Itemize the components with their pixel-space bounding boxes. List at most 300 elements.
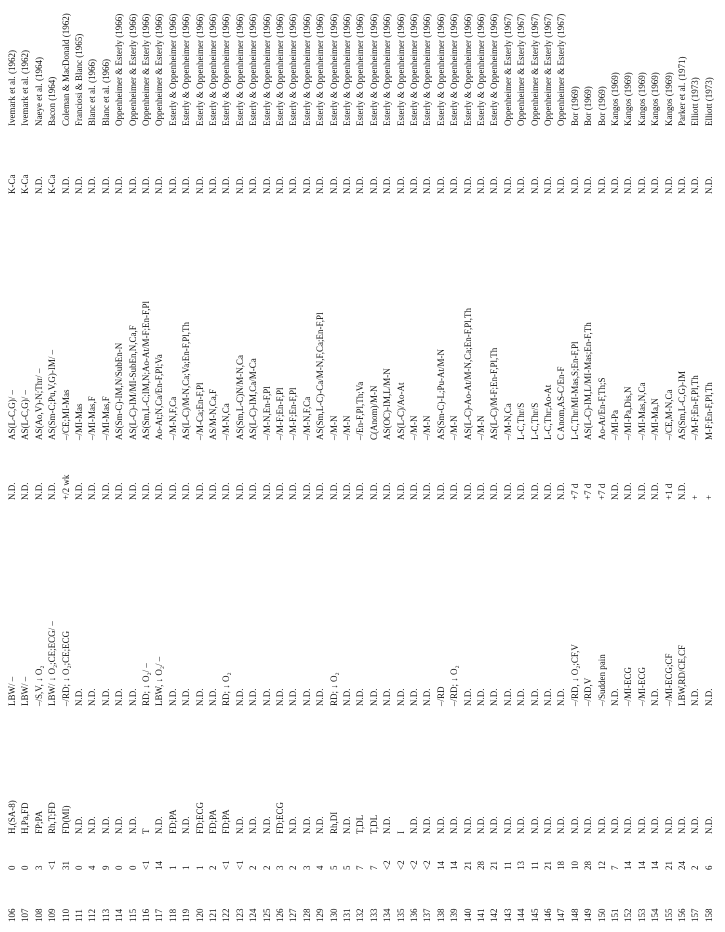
cell-time: N.D. [141,482,151,500]
cell-pre: N.D. [422,688,433,706]
cell-sym: N.D. [677,816,687,834]
cell-ref: Esterly & Oppenheimer (1966) [275,13,285,126]
cell-sym: N.D. [489,816,500,834]
cell-sym: FD;ECG [275,801,285,834]
table-row [448,0,461,932]
cell-sym: N.D. [301,816,312,834]
table-row [46,0,59,932]
cell-time: N.D. [502,482,513,500]
cell-time: N.D. [556,482,567,500]
cell-sym: I [395,831,406,834]
cell-n: 2 [248,865,259,870]
cell-ref: Esterly & Oppenheimer (1966) [382,13,393,126]
cell-pre: N.D. [194,688,205,706]
cell-res: N.D. [208,176,218,194]
cell-post: AS(Sm-C)-L;Pu-At/M-N [435,348,446,440]
table-row [542,0,555,932]
table-row [274,0,287,932]
cell-post: –/M-N,F,Ca [301,396,312,440]
cell-time: +7 d [583,483,594,500]
cell-n: 2 [261,865,272,870]
cell-ref: Ivemark et al. (1962) [7,50,17,126]
cell-post: AS(Sm,L-C,G)-IM [677,371,687,440]
table-row [100,0,113,932]
cell-n: 3 [275,865,285,870]
cell-ref: Esterly & Oppenheimer (1966) [449,13,460,126]
cell-ref: Coleman & MacDonald (1962) [60,13,71,126]
cell-ref: Esterly & Oppenheimer (1966) [194,13,205,126]
cell-ref: Oppenheimer & Esterly (1967) [556,13,567,126]
cell-id: 111 [74,909,84,922]
table-row [328,0,341,932]
cell-post: AS(Sm,L-C)N/M-N,Ca [234,355,245,440]
cell-pre: N.D. [301,688,312,706]
table-row [569,0,582,932]
cell-ref: Elliott (1973) [690,77,701,126]
cell-n: 31 [60,861,71,870]
cell-time: N.D. [20,482,31,500]
table-row [582,0,595,932]
cell-pre: N.D. [476,688,486,706]
cell-res: N.D. [74,176,84,194]
cell-post: –/M-N,Ca [502,403,513,440]
cell-pre: –/MI-ECG [636,667,647,706]
cell-id: 120 [194,908,205,922]
cell-post: AS(Sm-C)-IM,N/SubEn-N [114,342,125,440]
cell-id: 153 [636,908,647,922]
cell-n: 0 [20,865,31,870]
cell-n: 21 [462,861,473,870]
cell-res: N.D. [248,176,259,194]
cell-sym: N.D. [315,816,326,834]
cell-id: 130 [328,908,339,922]
cell-time: N.D. [342,482,352,500]
cell-pre: N.D. [181,688,192,706]
cell-post: Ao-At;N,Ca/En-F,Pl;Va [154,354,165,440]
cell-time: N.D. [395,482,406,500]
cell-time: N.D. [154,482,165,500]
cell-sym: N.D. [382,816,393,834]
cell-post: L-C,Thr/MI-Mas,S;En-F,Pl [569,341,580,440]
cell-id: 131 [342,908,352,922]
cell-res: N.D. [596,176,607,194]
cell-time: N.D. [100,482,111,500]
cell-ref: Esterly & Oppenheimer (1966) [301,13,312,126]
cell-post: –/MI-Mas,F [100,396,111,440]
cell-id: 138 [435,908,446,922]
cell-n: 12 [596,861,607,870]
cell-ref: Bor (1969) [583,86,594,126]
cell-sym: Rh,T;FD [47,802,58,834]
cell-ref: Esterly & Oppenheimer (1966) [355,13,366,126]
cell-n: 0 [7,865,17,870]
cell-id: 137 [422,908,433,922]
cell-sym: N.D. [543,816,553,834]
cell-pre: –/MI-ECG [623,667,634,706]
cell-res: N.D. [368,176,379,194]
cell-post: –/M-N [409,415,419,440]
cell-pre: N.D. [382,688,393,706]
cell-res: N.D. [583,176,594,194]
cell-n: 11 [529,861,540,870]
cell-ref: Esterly & Oppenheimer (1966) [435,13,446,126]
cell-pre: N.D. [288,688,299,706]
table-row [354,0,367,932]
cell-pre: N.D. [462,688,473,706]
cell-post: C(Anom)/M-N [368,385,379,440]
cell-ref: Esterly & Oppenheimer (1966) [328,13,339,126]
cell-post: AS(L-C)/Ao-At [395,382,406,440]
cell-sym: N.D. [596,816,607,834]
cell-n: 1 [167,865,178,870]
cell-res: N.D. [114,176,125,194]
cell-id: 127 [288,908,299,922]
cell-pre: N.D. [127,688,138,706]
cell-n: <2 [409,860,419,870]
cell-n: 0 [114,865,125,870]
cell-pre: N.D. [516,688,527,706]
cell-id: 123 [234,908,245,922]
cell-post: AS(L-C)/M-F;En-F,Pl,Th [489,347,500,440]
cell-pre: N.D. [167,688,178,706]
cell-post: –/M-N [449,415,460,440]
cell-id: 158 [703,908,714,922]
cell-ref: Oppenheimer & Esterly (1966) [127,13,138,126]
cell-sym: N.D. [100,816,111,834]
cell-pre: N.D. [208,688,218,706]
table-row [368,0,381,932]
cell-post: –/CE;MI-Mas [60,389,71,440]
cell-id: 156 [677,908,687,922]
table-row [127,0,140,932]
table-row [19,0,32,932]
cell-pre: –/RD [435,686,446,706]
cell-n: 13 [516,861,527,870]
cell-id: 145 [529,908,540,922]
cell-time: N.D. [261,482,272,500]
cell-pre: N.D. [315,688,326,706]
cell-res: N.D. [355,176,366,194]
cell-pre: LBW/ – [20,676,31,706]
cell-ref: Parker et al. (1971) [677,56,687,126]
cell-sym: N.D. [127,816,138,834]
cell-time: +7 d [596,483,607,500]
cell-pre: N.D. [355,688,366,706]
cell-res: N.D. [100,176,111,194]
table-row [234,0,247,932]
cell-time: N.D. [7,482,17,500]
cell-ref: Esterly & Oppenheimer (1966) [395,13,406,126]
table-row [515,0,528,932]
cell-pre: N.D. [74,688,84,706]
cell-n: <2 [395,860,406,870]
cell-id: 106 [7,908,17,922]
cell-ref: Esterly & Oppenheimer (1966) [342,13,352,126]
cell-id: 135 [395,908,406,922]
cell-res: N.D. [462,176,473,194]
cell-res: N.D. [489,176,500,194]
cell-id: 124 [248,908,259,922]
table-row [502,0,515,932]
cell-id: 121 [208,908,218,922]
cell-sym: N.D. [288,816,299,834]
cell-sym: H,Pa,FD [20,802,31,834]
cell-time: +1 d [663,483,674,500]
cell-sym: N.D. [623,816,634,834]
cell-n: 1 [194,865,205,870]
table-row [462,0,475,932]
cell-res: N.D. [636,176,647,194]
cell-time: N.D. [489,482,500,500]
cell-time: N.D. [476,482,486,500]
cell-id: 148 [569,908,580,922]
cell-sym: T,DL [368,814,379,834]
cell-time: N.D. [47,482,58,500]
cell-id: 117 [154,908,165,922]
cell-time: N.D. [435,482,446,500]
cell-sym: N.D. [261,816,272,834]
table-row [73,0,86,932]
cell-sym: FD(MI) [60,805,71,834]
cell-ref: Esterly & Oppenheimer (1966) [315,13,326,126]
table-row [395,0,408,932]
cell-sym: N.D. [154,816,165,834]
cell-time: N.D. [221,482,232,500]
cell-time: + [703,494,714,500]
table-row [6,0,19,932]
cell-res: N.D. [315,176,326,194]
table-row [153,0,166,932]
cell-id: 118 [167,908,178,922]
cell-n: 0 [127,865,138,870]
cell-pre: N.D. [556,688,567,706]
table-row [636,0,649,932]
cell-id: 134 [382,908,393,922]
cell-time: N.D. [315,482,326,500]
cell-pre: N.D. [342,688,352,706]
cell-post: –/M-N,F,Ca [167,396,178,440]
table-row [609,0,622,932]
cell-res: N.D. [529,176,540,194]
cell-res: N.D. [422,176,433,194]
cell-res: N.D. [234,176,245,194]
cell-post: L-C,Thr/S [529,402,540,440]
cell-res: N.D. [610,176,620,194]
table-row [475,0,488,932]
cell-time: N.D. [167,482,178,500]
cell-id: 152 [623,908,634,922]
cell-ref: Bor (1969) [596,86,607,126]
cell-n: 21 [543,861,553,870]
cell-sym: FD;PA [208,809,218,834]
cell-n: 5 [342,865,352,870]
cell-sym: N.D. [342,816,352,834]
cell-pre: N.D. [502,688,513,706]
cell-id: 133 [368,908,379,922]
cell-sym: N.D. [703,816,714,834]
cell-ref: Oppenheimer & Esterly (1966) [141,13,151,126]
cell-post: –/MI-Mas [74,403,84,440]
cell-n: 14 [435,861,446,870]
cell-post: AS(L-C,G)/ – [20,390,31,440]
cell-pre: N.D. [489,688,500,706]
cell-post: –/En-F,Pl,Th;Va [355,381,366,440]
cell-sym: N.D. [569,816,580,834]
cell-post: –/M-Ca;En-F,Pl [194,382,205,440]
cell-res: N.D. [127,176,138,194]
cell-time: N.D. [87,482,98,500]
cell-ref: Ivemark et al. (1962) [20,50,31,126]
cell-n: 5 [328,865,339,870]
cell-id: 110 [60,908,71,922]
cell-id: 115 [127,908,138,922]
cell-time: N.D. [623,482,634,500]
cell-sym: N.D. [583,816,594,834]
cell-id: 113 [100,908,111,922]
cell-ref: Esterly & Oppenheimer (1966) [422,13,433,126]
cell-n: 7 [368,865,379,870]
cell-post: AS/M-N,Ca,F [208,388,218,440]
cell-pre: –/RD,V [583,677,594,706]
cell-time: N.D. [275,482,285,500]
cell-id: 157 [690,908,701,922]
cell-time: N.D. [462,482,473,500]
cell-sym: T [141,828,151,834]
cell-n: 3 [301,865,312,870]
cell-id: 119 [181,908,192,922]
cell-sym: N.D. [87,816,98,834]
cell-sym: FD;PA [167,809,178,834]
cell-id: 128 [301,908,312,922]
cell-ref: Kangos (1969) [636,72,647,126]
cell-pre: RD; ↓ O₂/ – [141,663,151,706]
table-row [622,0,635,932]
cell-time: +/2 wk [60,474,71,500]
cell-post: AS(Ao,V)-N;Thr/ – [33,368,44,440]
cell-n: <1 [234,860,245,870]
cell-id: 142 [489,908,500,922]
cell-sym: FD;ECG [194,801,205,834]
table-row [596,0,609,932]
cell-sym: H,(SA-8) [7,800,17,834]
cell-res: N.D. [288,176,299,194]
cell-id: 141 [476,908,486,922]
cell-time: N.D. [409,482,419,500]
cell-ref: Bor (1969) [569,86,580,126]
cell-time: N.D. [181,482,192,500]
table-row [113,0,126,932]
cell-pre: N.D. [610,688,620,706]
cell-post: Ao-At/En-F,Th;S [596,377,607,440]
cell-ref: Esterly & Oppenheimer (1966) [208,13,218,126]
table-row [341,0,354,932]
cell-res: N.D. [261,176,272,194]
cell-ref: Esterly & Oppenheimer (1966) [248,13,259,126]
cell-res: N.D. [690,176,701,194]
table-row [33,0,46,932]
cell-ref: Esterly & Oppenheimer (1966) [462,13,473,126]
cell-ref: Esterly & Oppenheimer (1966) [409,13,419,126]
cell-n: 3 [33,865,44,870]
cell-n: 21 [663,861,674,870]
cell-pre: N.D. [395,688,406,706]
cell-res: N.D. [516,176,527,194]
cell-pre: LBW, ↓ O₂/ – [154,656,165,706]
table-row [676,0,689,932]
cell-post: –/M-N [476,415,486,440]
cell-n: 4 [87,865,98,870]
table-row [689,0,702,932]
cell-res: N.D. [435,176,446,194]
cell-id: 147 [556,908,567,922]
cell-pre: LBW/ – [7,676,17,706]
cell-n: 7 [355,865,366,870]
cell-id: 107 [20,908,31,922]
cell-time: N.D. [382,482,393,500]
cell-ref: Oppenheimer & Esterly (1967) [529,13,540,126]
cell-res: K-Ca [7,174,17,194]
cell-time: N.D. [194,482,205,500]
cell-res: N.D. [141,176,151,194]
cell-sym: N.D. [516,816,527,834]
table-row [86,0,99,932]
cell-ref: Esterly & Oppenheimer (1966) [167,13,178,126]
cell-pre: RD; ↓ O₂ [221,672,232,706]
table-row [649,0,662,932]
cell-n: 14 [154,861,165,870]
cell-ref: Kangos (1969) [623,72,634,126]
cell-id: 146 [543,908,553,922]
cell-id: 154 [650,908,661,922]
cell-post: –/MI-Ma,N [650,398,661,440]
cell-res: N.D. [181,176,192,194]
cell-sym: N.D. [650,816,661,834]
cell-post: M-F;En-F,Pl,Th [703,382,714,440]
cell-res: N.D. [275,176,285,194]
cell-time: +7 d [569,483,580,500]
cell-n: 21 [489,861,500,870]
cell-res: N.D. [703,176,714,194]
cell-pre: N.D. [275,688,285,706]
cell-ref: Oppenheimer & Esterly (1967) [516,13,527,126]
cell-n: 14 [623,861,634,870]
cell-res: N.D. [569,176,580,194]
cell-post: AS(L-C)/M-N,Ca;Va;En-F,Pl,Th [181,321,192,440]
cell-id: 129 [315,908,326,922]
cell-id: 122 [221,908,232,922]
cell-res: N.D. [409,176,419,194]
cell-id: 125 [261,908,272,922]
table-row [261,0,274,932]
cell-n: <1 [47,860,58,870]
cell-sym: N.D. [409,816,419,834]
cell-id: 132 [355,908,366,922]
cell-n: 18 [556,861,567,870]
cell-pre: N.D. [543,688,553,706]
cell-time: N.D. [368,482,379,500]
cell-pre: N.D. [234,688,245,706]
cell-n: <1 [221,860,232,870]
cell-time: N.D. [677,482,687,500]
cell-n: <2 [382,860,393,870]
cell-ref: Oppenheimer & Esterly (1966) [114,13,125,126]
cell-pre: N.D. [409,688,419,706]
cell-time: N.D. [610,482,620,500]
cell-n: 14 [449,861,460,870]
cell-time: N.D. [208,482,218,500]
cell-post: –/CE,M-N,Ca [663,389,674,440]
cell-ref: Esterly & Oppenheimer (1966) [288,13,299,126]
